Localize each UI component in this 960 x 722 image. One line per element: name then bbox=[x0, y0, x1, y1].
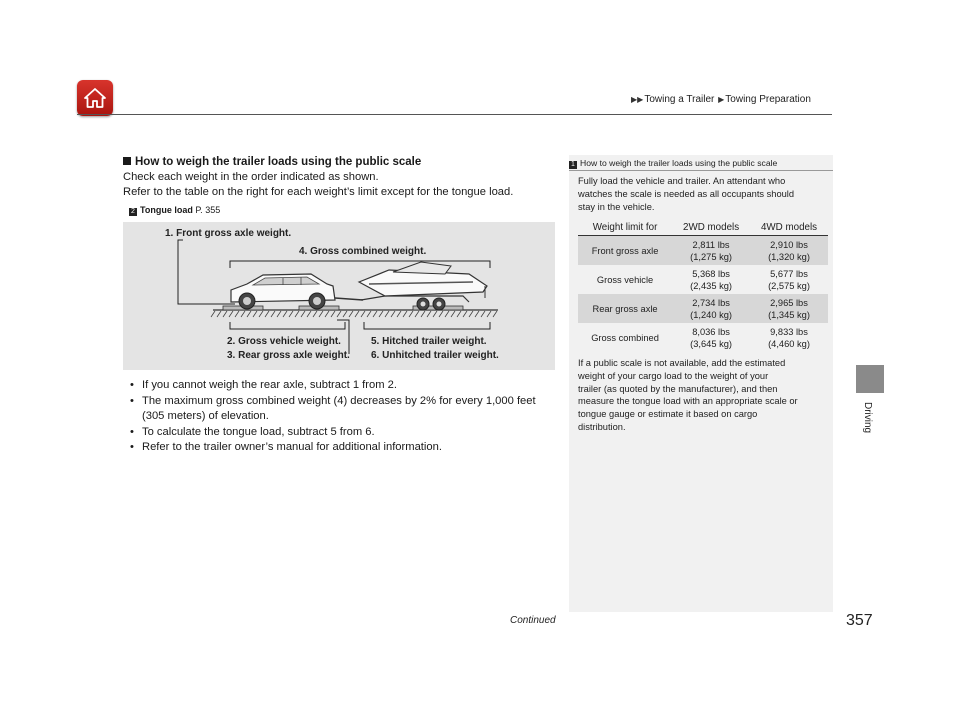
list-item-text-cont: (305 meters) of elevation. bbox=[142, 410, 269, 422]
breadcrumb bbox=[630, 94, 811, 105]
sidebar-outro bbox=[578, 357, 828, 434]
table-row bbox=[578, 236, 828, 266]
column-header: Weight limit for bbox=[578, 219, 672, 236]
row-label: Rear gross axle bbox=[578, 294, 672, 323]
list-item bbox=[130, 394, 556, 425]
paragraph-2: Refer to the table on the right for each weight’s limit except for the tongue load. bbox=[123, 186, 514, 198]
section-heading-text: How to weigh the trailer loads using the public scale bbox=[135, 156, 422, 168]
vehicle-trailer-illustration bbox=[123, 222, 555, 370]
outro-line: If a public scale is not available, add the estimated bbox=[578, 358, 786, 368]
table-cell: 2,734 lbs (1,240 kg) bbox=[672, 294, 750, 323]
paragraph-1: Check each weight in the order indicated as shown. bbox=[123, 171, 379, 183]
notes-list bbox=[130, 378, 556, 456]
outro-line: weight of your cargo load to the weight of your bbox=[578, 370, 769, 381]
column-header: 4WD models bbox=[750, 219, 828, 236]
reference-arrow-icon: 2 bbox=[129, 208, 137, 216]
label-gross-vehicle: 2. Gross vehicle weight. bbox=[227, 336, 341, 347]
column-header: 2WD models bbox=[672, 219, 750, 236]
outro-line: trailer (as quoted by the manufacturer), and then bbox=[578, 383, 778, 394]
table-cell: 2,910 lbs (1,320 kg) bbox=[750, 236, 828, 266]
sidebar-title bbox=[569, 158, 777, 169]
table-header-row bbox=[578, 219, 828, 236]
intro-line: stay in the vehicle. bbox=[578, 201, 655, 212]
breadcrumb-item-towing-preparation[interactable]: Towing Preparation bbox=[725, 94, 811, 105]
table-cell: 2,811 lbs (1,275 kg) bbox=[672, 236, 750, 266]
table-cell: 5,368 lbs (2,435 kg) bbox=[690, 268, 732, 291]
label-gross-combined: 4. Gross combined weight. bbox=[299, 246, 427, 257]
outro-line: distribution. bbox=[578, 421, 626, 432]
breadcrumb-arrow-icon: ▶ bbox=[718, 95, 725, 104]
list-item: • Refer to the trailer owner’s manual for additional information. bbox=[130, 440, 556, 456]
list-item-text: The maximum gross combined weight (4) decreases by 2% for every 1,000 feet bbox=[142, 394, 536, 407]
table-cell: 9,833 lbs (4,460 kg) bbox=[768, 326, 810, 349]
row-label: Gross vehicle bbox=[596, 274, 654, 285]
outro-line: tongue gauge or estimate it based on cargo bbox=[578, 409, 758, 420]
table-row bbox=[578, 265, 828, 294]
sidebar-divider bbox=[569, 170, 833, 171]
table-cell: 5,677 lbs (2,575 kg) bbox=[768, 268, 810, 291]
label-hitched-trailer: 5. Hitched trailer weight. bbox=[371, 336, 487, 347]
label-front-gross-axle: 1. Front gross axle weight. bbox=[165, 228, 292, 239]
page-number: 357 bbox=[846, 612, 873, 629]
continued-label: Continued bbox=[510, 615, 556, 626]
xref-page: P. 355 bbox=[195, 205, 221, 215]
weighing-diagram bbox=[123, 222, 555, 370]
table-row bbox=[578, 323, 828, 352]
side-tab-label: Driving bbox=[862, 402, 873, 434]
main-content bbox=[123, 155, 558, 218]
breadcrumb-item-towing-trailer[interactable]: Towing a Trailer bbox=[644, 94, 715, 105]
table-cell: 8,036 lbs (3,645 kg) bbox=[690, 326, 732, 349]
breadcrumb-arrow-icon: ▶▶ bbox=[631, 95, 644, 104]
section-heading bbox=[123, 155, 558, 170]
home-icon bbox=[83, 86, 107, 110]
row-label: Front gross axle bbox=[578, 236, 672, 266]
cross-reference-link[interactable] bbox=[129, 203, 558, 218]
list-item: • If you cannot weigh the rear axle, subtract 1 from 2. bbox=[130, 378, 556, 394]
xref-label: Tongue load bbox=[140, 205, 193, 215]
table-row bbox=[578, 294, 828, 323]
table-cell: 2,965 lbs (1,345 kg) bbox=[750, 294, 828, 323]
sidebar-title-text: How to weigh the trailer loads using the public scale bbox=[580, 158, 778, 168]
row-label: Gross combined bbox=[591, 332, 659, 343]
label-rear-gross-axle: 3. Rear gross axle weight. bbox=[227, 350, 350, 361]
weight-limit-table bbox=[578, 219, 828, 352]
square-bullet-icon bbox=[123, 157, 131, 165]
list-item: • To calculate the tongue load, subtract 5 from 6. bbox=[130, 425, 556, 441]
side-tab-marker bbox=[856, 365, 884, 393]
note-marker-icon: 1 bbox=[569, 161, 577, 169]
sidebar-intro bbox=[578, 175, 828, 213]
intro-line: Fully load the vehicle and trailer. An attendant who bbox=[578, 176, 786, 186]
sidebar-note bbox=[569, 155, 833, 612]
label-unhitched-trailer: 6. Unhitched trailer weight. bbox=[371, 350, 499, 361]
header-divider bbox=[77, 114, 832, 115]
home-button[interactable] bbox=[77, 80, 113, 116]
outro-line: measure the tongue load with an appropriate scale or bbox=[578, 396, 798, 407]
intro-line: watches the scale is needed as all occupants should bbox=[578, 188, 795, 199]
